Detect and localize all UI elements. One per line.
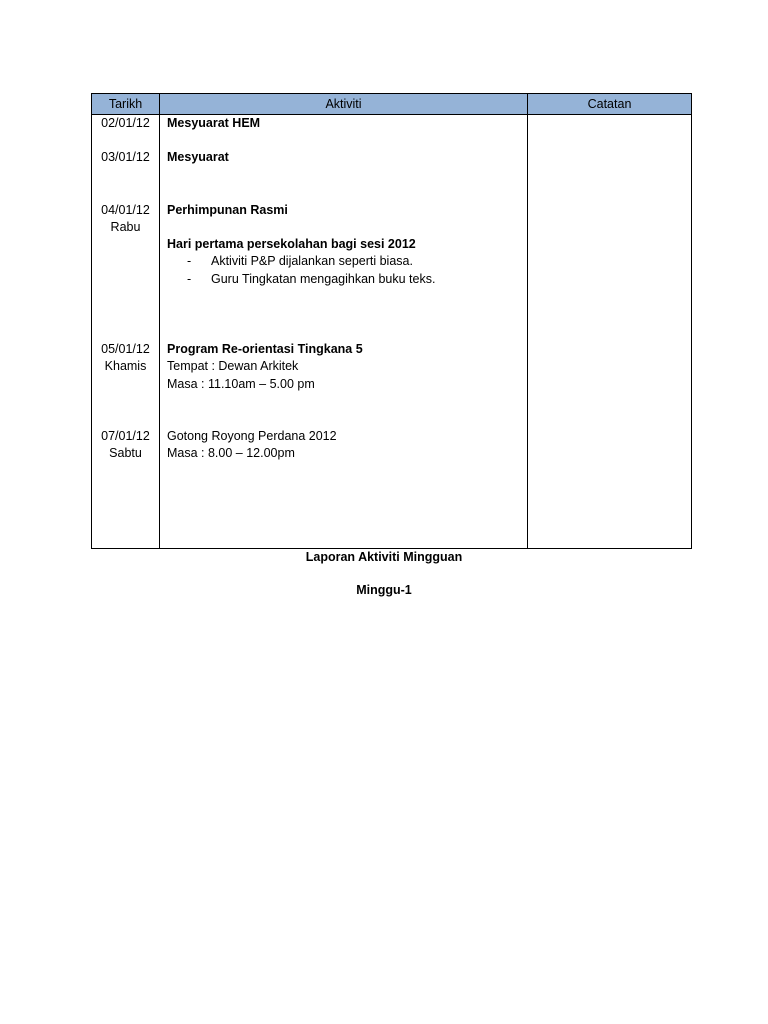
row-date: 04/01/12 [101, 203, 150, 217]
row-activity-title: Mesyuarat [167, 150, 229, 164]
column-divider [527, 94, 528, 548]
column-divider [159, 94, 160, 548]
header-date: Tarikh [108, 97, 143, 111]
row-activity-title: Perhimpunan Rasmi [167, 203, 288, 217]
row-day: Khamis [104, 359, 147, 373]
row-activity-time: Masa : 11.10am – 5.00 pm [167, 377, 315, 391]
row-day: Rabu [110, 220, 141, 234]
row-day: Sabtu [109, 446, 142, 460]
row-date: 03/01/12 [101, 150, 150, 164]
row-activity-title: Gotong Royong Perdana 2012 [167, 429, 337, 443]
week-label: Minggu-1 [356, 583, 412, 597]
dash-bullet-icon: - [187, 254, 192, 268]
row-activity-location: Tempat : Dewan Arkitek [167, 359, 299, 373]
row-date: 05/01/12 [101, 342, 150, 356]
header-notes: Catatan [587, 97, 632, 111]
row-activity-subtitle: Hari pertama persekolahan bagi sesi 2012 [167, 237, 416, 251]
header-activity: Aktiviti [325, 97, 362, 111]
row-date: 07/01/12 [101, 429, 150, 443]
row-date: 02/01/12 [101, 116, 150, 130]
report-title: Laporan Aktiviti Mingguan [305, 550, 463, 564]
row-activity-time: Masa : 8.00 – 12.00pm [167, 446, 295, 460]
row-activity-title: Program Re-orientasi Tingkana 5 [167, 342, 363, 356]
row-activity-title: Mesyuarat HEM [167, 116, 261, 130]
dash-bullet-icon: - [187, 272, 192, 286]
activity-table: Tarikh Aktiviti Catatan 02/01/12 Mesyuarat HEM 03/01/12 Mesyuarat 04/01/12 Rabu Perhimpunan Rasmi Hari pertama persekolahan bagi sesi 2012 - Aktiviti P&P dijalankan seperti biasa. - Guru Tingkatan mengagihkan buku teks. 05/01/12 Khamis Program Re-orientasi Tingkana 5 Tempat : Dewan Arkitek Masa : 11.10am – 5.00 pm 07/01/12 Sabtu Gotong Royong Perdana 2012 Masa : 8.00 – 12.00pm [91, 93, 692, 549]
